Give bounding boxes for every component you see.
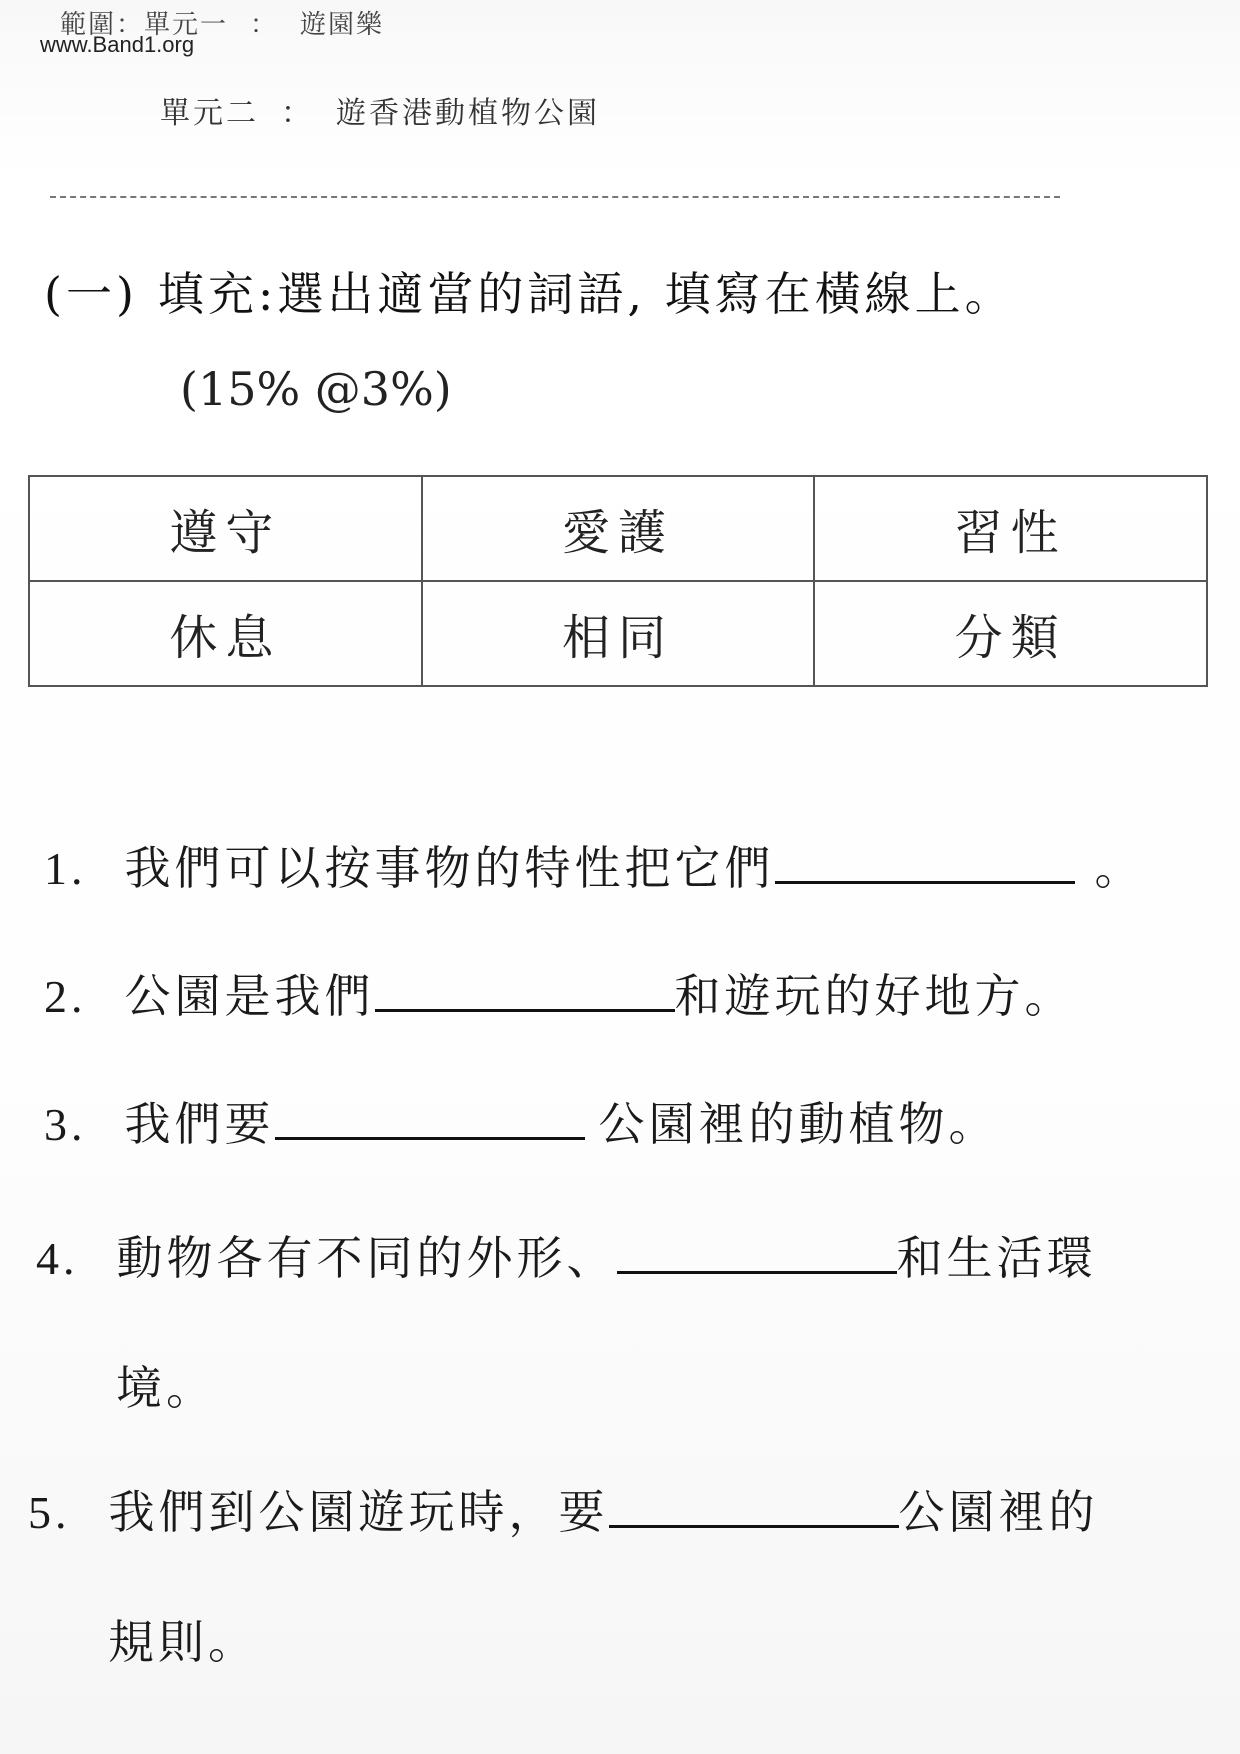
question-4-continuation: 境。 (116, 1361, 216, 1415)
answer-blank[interactable] (609, 1485, 899, 1528)
header-separator: ： (281, 96, 314, 131)
answer-blank[interactable] (275, 1097, 585, 1140)
question-number: 1. (44, 843, 87, 894)
question-number: 4. (36, 1233, 79, 1284)
question-number: 3. (44, 1099, 87, 1150)
word-bank-cell: 相同 (422, 581, 815, 686)
header-separator: ： (250, 10, 279, 40)
word-bank-row (29, 476, 1207, 581)
header-topic-label: 範圍：單元一 (60, 10, 229, 40)
section-number: (一) (44, 267, 138, 321)
question-text: 公園裡的動植物。 (598, 1097, 999, 1151)
answer-blank[interactable] (617, 1231, 897, 1274)
answer-blank[interactable] (375, 969, 675, 1012)
question-2 (44, 960, 1075, 1026)
question-3 (44, 1088, 999, 1154)
word-bank-cell: 愛護 (422, 476, 815, 581)
question-text: 和生活環 (896, 1231, 1097, 1285)
question-text: 和遊玩的好地方。 (674, 969, 1075, 1023)
question-text: 我們要 (124, 1097, 275, 1151)
header-unit-two-label: 單元二 (160, 96, 259, 131)
question-text: 。 (1094, 841, 1145, 895)
section-instruction: 填充:選出適當的詞語, 填寫在橫線上。 (157, 267, 1015, 321)
word-bank-row (29, 581, 1207, 686)
word-bank-cell: 休息 (29, 581, 422, 686)
question-text: 我們可以按事物的特性把它們 (124, 841, 775, 895)
question-text: 公園裡的 (898, 1485, 1099, 1539)
header-unit-two-title: 遊香港動植物公園 (336, 96, 600, 131)
question-5 (28, 1476, 1099, 1542)
question-5-continuation: 規則。 (108, 1615, 258, 1669)
header-unit-two (160, 88, 600, 132)
section-title (44, 258, 1015, 324)
word-bank-cell: 習性 (814, 476, 1207, 581)
score-note: (15% @3%) (180, 362, 452, 416)
question-text: 公園是我們 (124, 969, 375, 1023)
word-bank-cell: 遵守 (29, 476, 422, 581)
question-4 (36, 1222, 1097, 1288)
dashed-divider (50, 196, 1060, 198)
watermark-url: www.Band1.org (40, 32, 195, 57)
question-number: 2. (44, 971, 87, 1022)
word-bank-table (28, 475, 1208, 687)
answer-blank[interactable] (775, 841, 1075, 884)
question-1 (44, 832, 1145, 898)
question-text: 動物各有不同的外形、 (116, 1231, 617, 1285)
question-text: 我們到公園遊玩時，要 (108, 1485, 609, 1539)
question-number: 5. (28, 1487, 71, 1538)
word-bank-cell: 分類 (814, 581, 1207, 686)
header-unit-one-title: 遊園樂 (300, 10, 385, 40)
